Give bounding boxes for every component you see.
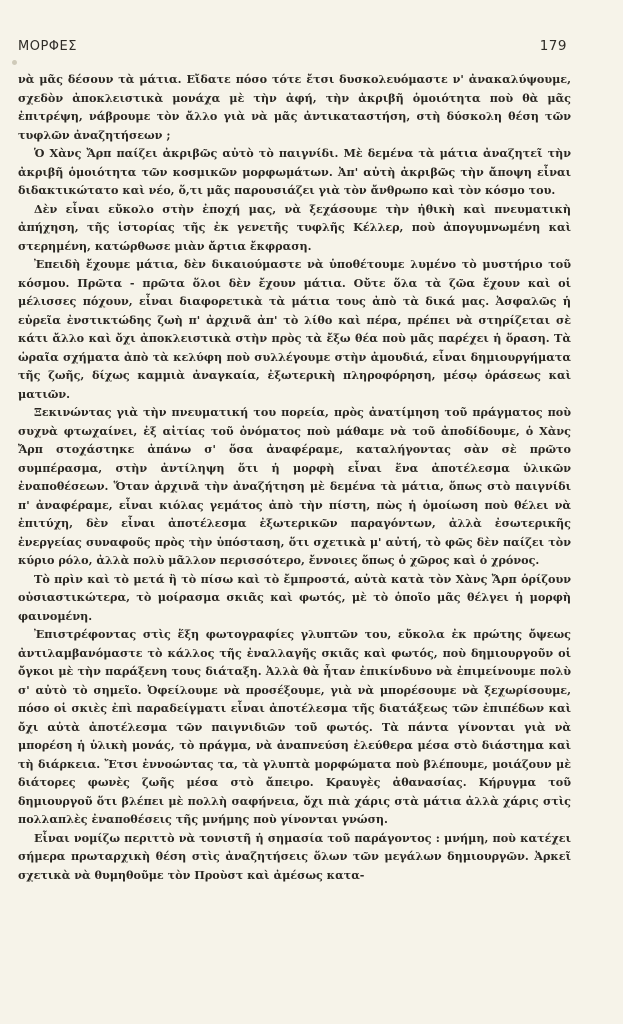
paragraph: Δὲν εἶναι εὔκολο στὴν ἐποχή μας, νὰ ξεχάσουμε τὴν ἠθικὴ καὶ πνευματικὴ ἀπήχηση, τῆς ἱστορίας τῆς ἐκ γενετῆς τυφλῆς Κέλλερ, ποὺ ἀπογυμνωμένη καὶ στερημένη, κατώρθωσε μιὰν ἄρτια ἔκφραση. bbox=[18, 201, 571, 253]
journal-title: ΜΟΡΦΕΣ bbox=[18, 39, 77, 54]
body-text bbox=[18, 70, 571, 884]
paragraph: Ἐπιστρέφοντας στὶς ἕξη φωτογραφίες γλυπτῶν του, εὔκολα ἐκ πρώτης ὄψεως ἀντιλαμβανόμαστε τὸ κάλλος τῆς ἐναλλαγῆς σκιᾶς καὶ φωτός, ποὺ δημιουργοῦν οἱ ὄγκοι μὲ τὴν παράξενη τους διάταξη. Ἀλλὰ θὰ ἦταν ἐπικίνδυνο νὰ ἐπιμείνουμε πολὺ σ' αὐτὸ τὸ σημεῖο. Ὀφείλουμε νὰ προσέξουμε, γιὰ νὰ μπορέσουμε νὰ ξεχωρίσουμε, πόσο οἱ σκιὲς ἐπὶ παραδείγματι εἶναι ἀποτέλεσμα τῆς διατάξεως τῶν ἐπιπέδων καὶ ὄχι αὐτὰ ἀποτέλεσμα τῶν παιγνιδιῶν τοῦ φωτός. Τὰ πάντα γίνονται γιὰ νὰ μπορέση ἡ ὑλικὴ μονάς, τὸ πράγμα, νὰ ἀναπνεύση ἐλεύθερα μέσα στὸ διάστημα καὶ τὴ διάρκεια. Ἔτσι ἐννοώντας τα, τὰ γλυπτὰ μορφώματα ποὺ βλέπουμε, μοιάζουν μὲ διάτορες φωνὲς ζωῆς μέσα στὸ ἄπειρο. Κραυγὲς ἀθανασίας. Κήρυγμα τοῦ δημιουργοῦ ὅτι βλέπει μὲ πολλὴ σαφήνεια, ὄχι πιὰ χάρις στὰ μάτια ἀλλὰ χάρις στὶς πολλαπλὲς ἐναποθέσεις τῆς μνήμης ποὺ γίνονται γνώση. bbox=[18, 627, 571, 826]
page-number: 179 bbox=[539, 38, 567, 54]
paper-speck bbox=[12, 60, 17, 65]
paragraph: Ὁ Χὰνς Ἄρπ παίζει ἀκριβῶς αὐτὸ τὸ παιγνίδι. Μὲ δεμένα τὰ μάτια ἀναζητεῖ τὴν ἀκριβῆ ὁμοιότητα τῶν κοσμικῶν μορφωμάτων. Ἀπ' αὐτὴ ἀκριβῶς τὴν ἄποψη εἶναι διδακτικώτατο καὶ νέο, ὅ,τι μᾶς παρουσιάζει γιὰ τὸν ἄνθρωπο καὶ τὸν κόσμο του. bbox=[18, 146, 571, 197]
paragraph: νὰ μᾶς δέσουν τὰ μάτια. Εἴδατε πόσο τότε ἔτσι δυσκολευόμαστε ν' ἀνακαλύψουμε, σχεδὸν ἀποκλειστικὰ μονάχα μὲ τὴν ἀφή, τὴν ἀκριβῆ ὁμοιότητα ποὺ θὰ μᾶς ἐπιτρέψη, νάβρουμε τὸν ἄλλο γιὰ νὰ μᾶς ἀντικαταστήση, στὴ δύσκολη θέση τῶν τυφλῶν ἀναζητήσεων ; bbox=[18, 72, 571, 142]
paragraph: Τὸ πρὶν καὶ τὸ μετά ἢ τὸ πίσω καὶ τὸ ἔμπροστά, αὐτὰ κατὰ τὸν Χὰνς Ἄρπ ὁρίζουν οὐσιαστικώτερα, τὸ μοίρασμα σκιᾶς καὶ φωτός, μὲ τὸ ὁποῖο μᾶς θέλγει ἡ μορφὴ φαινομένη. bbox=[18, 571, 571, 623]
paragraph: Εἶναι νομίζω περιττὸ νὰ τονιστῆ ἡ σημασία τοῦ παράγοντος : μνήμη, ποὺ κατέχει σήμερα πρωταρχικὴ θέση στὶς ἀναζητήσεις ὅλων τῶν μεγάλων δημιουργῶν. Ἀρκεῖ σχετικὰ νὰ θυμηθοῦμε τὸν Προὺστ καὶ ἀμέσως κατα- bbox=[18, 830, 571, 882]
paragraph: Ἐπειδὴ ἔχουμε μάτια, δὲν δικαιούμαστε νὰ ὑποθέτουμε λυμένο τὸ μυστήριο τοῦ κόσμου. Πρῶτα - πρῶτα ὅλοι δὲν ἔχουν μάτια. Οὔτε ὅλα τὰ ζῶα ἔχουν καὶ οἱ μέλισσες πόχουν, εἶναι διαφορετικὰ τὰ μάτια τους ἀπὸ τὰ δικά μας. Ἀσφαλῶς ἡ εὐρεῖα ἐνστικτώδης ζωὴ π' ἀρχινᾶ ἀπ' τὸ λίθο καὶ πέρα, πρέπει νὰ στηρίζεται σὲ κάτι ἄλλο καὶ ὄχι ἀποκλειστικὰ στὴν πρὸς τὰ ἔξω θέα ποὺ μᾶς παρέχει ἡ ὅραση. Τὰ ὡραῖα σχήματα ἀπὸ τὰ κελύφη ποὺ συλλέγουμε στὴν ἀμουδιά, εἶναι δημιουργήματα τῆς ζωῆς, δίχως καμμιὰ ἀναγκαία, ἐξωτερικὴ πληροφόρηση, μέσῳ ὁράσεως καὶ ματιῶν. bbox=[18, 257, 571, 401]
paragraph: Ξεκινώντας γιὰ τὴν πνευματική του πορεία, πρὸς ἀνατίμηση τοῦ πράγματος ποὺ συχνὰ φτωχαίνει, ἐξ αἰτίας τοῦ ὀνόματος ποὺ μάθαμε νὰ τοῦ ἀποδίδουμε, ὁ Χὰνς Ἄρπ στοχάστηκε ἀπάνω σ' ὅσα ἀναφέραμε, καταλήγοντας σὰν σὲ πρῶτο συμπέρασμα, στὴν ἀντίληψη ὅτι ἡ μορφὴ εἶναι ἕνα ἀποτέλεσμα ὑλικῶν ἐναποθέσεων. Ὅταν ἀρχινᾶ τὴν ἀναζήτηση μὲ δεμένα τὰ μάτια, ὅπως στὸ παιγνίδι π' ἀναφέραμε, εἶναι κιόλας γεμάτος ἀπὸ τὴν πίστη, πὼς ἡ ὁμοίωση ποὺ θέλει νὰ ἐπιτύχη, δὲν εἶναι ἀποτέλεσμα ἐξωτερικῶν παραγόντων, ἀλλὰ ἐσωτερικῆς ἐνεργείας συναφοῦς πρὸς τὴν ὑπόσταση, ὅτι σχετικὰ μ' αὐτή, τὸ φῶς δὲν παίζει τὸν κύριο ρόλο, ἀλλὰ πολὺ μᾶλλον περισσότερο, ἔννοιες ὅπως ὁ χῶρος καὶ ὁ χρόνος. bbox=[18, 405, 571, 567]
page-header bbox=[18, 38, 567, 58]
